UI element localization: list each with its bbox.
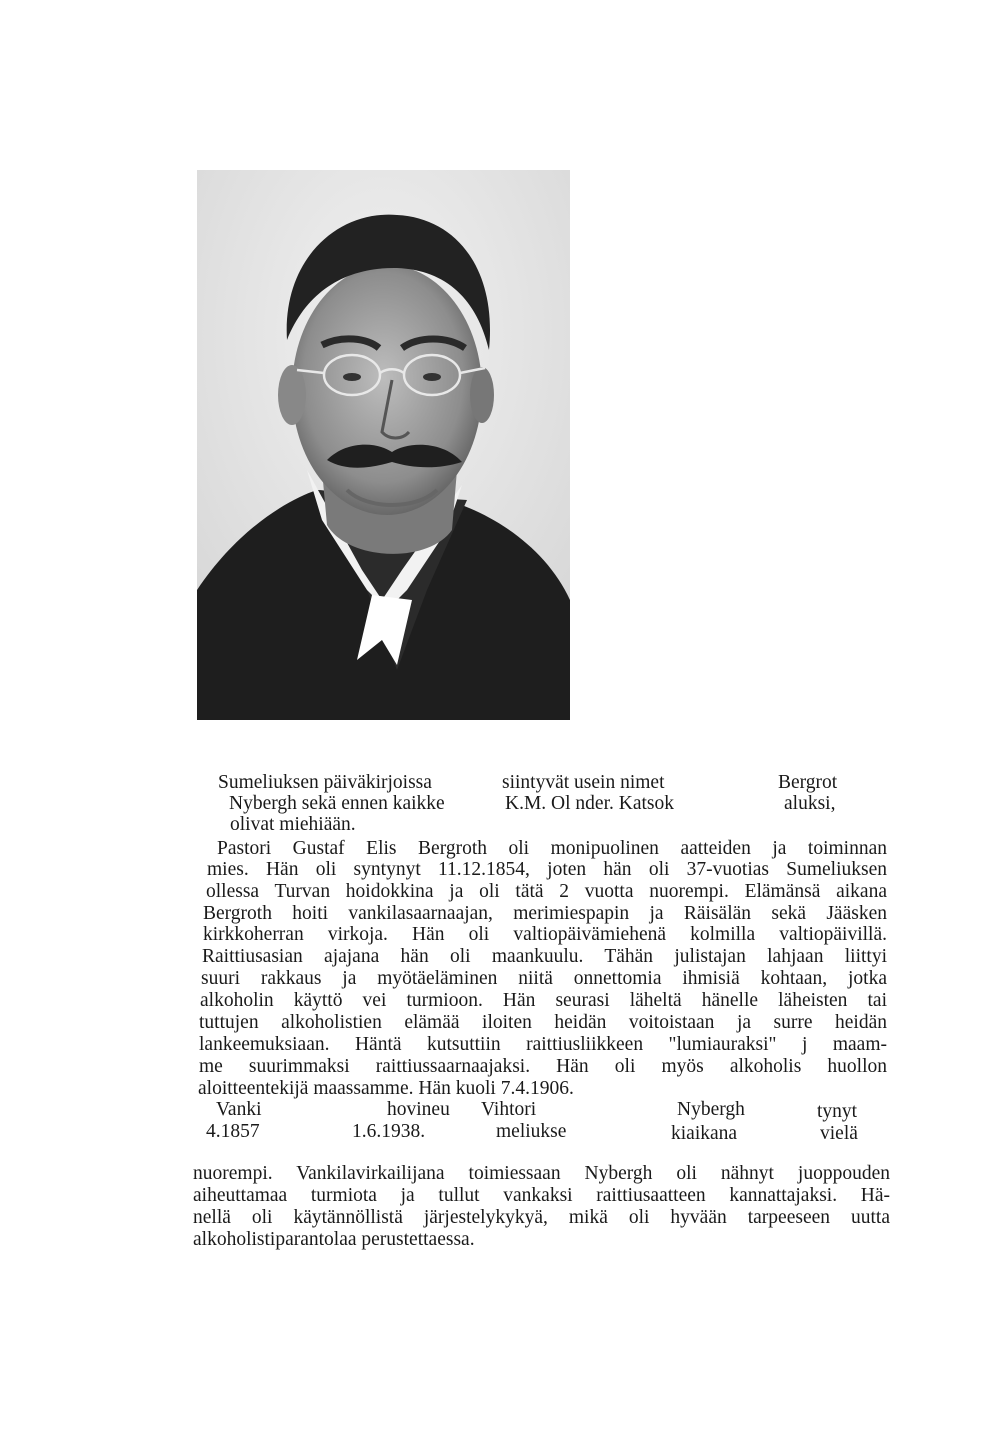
- text-line: alkoholin käyttö vei turmioon. Hän seurasi läheltä hänelle läheisten tai: [200, 990, 887, 1011]
- text-line: Pastori Gustaf Elis Bergroth oli monipuolinen aatteiden ja toiminnan: [217, 838, 887, 859]
- text-fragment: Sumeliuksen päiväkirjoissa: [218, 772, 432, 793]
- text-line: suuri rakkaus ja myötäeläminen niitä onnettomia ihmisiä kohtaan, jotka: [201, 968, 887, 989]
- text-line: nuorempi. Vankilavirkailijana toimiessaan Nybergh oli nähnyt juoppouden: [193, 1163, 890, 1184]
- text-fragment: Nybergh: [677, 1099, 745, 1120]
- text-fragment: olivat miehiään.: [230, 814, 356, 835]
- text-fragment: meliukse: [496, 1121, 567, 1142]
- text-line: alkoholistiparantolaa perustettaessa.: [193, 1229, 475, 1250]
- portrait-photo: [197, 170, 570, 720]
- text-line: ollessa Turvan hoidokkina ja oli tätä 2 vuotta nuorempi. Elämänsä aikana: [206, 881, 887, 902]
- text-fragment: K.M. Ol nder. Katsok: [505, 793, 674, 814]
- text-fragment: 1.6.1938.: [352, 1121, 426, 1142]
- text-line: aiheuttamaa turmiota ja tullut vankaksi raittiusaatteen kannattajaksi. Hä-: [193, 1185, 890, 1206]
- text-fragment: kiaikana: [671, 1123, 738, 1144]
- text-fragment: hovineu: [387, 1099, 450, 1120]
- text-fragment: Vihtori: [481, 1099, 537, 1120]
- text-line: aloitteentekijä maassamme. Hän kuoli 7.4.1906.: [198, 1078, 574, 1099]
- text-fragment: tynyt: [817, 1101, 858, 1122]
- text-line: Raittiusasian ajajana hän oli maankuulu. Tähän julistajan lahjaan liittyi: [202, 946, 887, 967]
- text-line: kirkkoherran virkoja. Hän oli valtiopäivämiehenä kolmilla valtiopäivillä.: [203, 924, 887, 945]
- text-fragment: vielä: [820, 1123, 858, 1144]
- text-line: mies. Hän oli syntynyt 11.12.1854, joten hän oli 37-vuotias Sumeliuksen: [207, 859, 887, 880]
- text-line: tuttujen alkoholistien elämää iloiten heidän voitoistaan ja surre heidän: [199, 1012, 887, 1033]
- text-fragment: Vanki: [216, 1099, 262, 1120]
- text-fragment: 4.1857: [206, 1121, 260, 1142]
- text-line: me suurimmaksi raittiussaarnaajaksi. Hän oli myös alkoholis huollon: [199, 1056, 887, 1077]
- text-line: lankeemuksiaan. Häntä kutsuttiin raittiusliikkeen "lumiauraksi" j maam-: [199, 1034, 887, 1055]
- text-fragment: aluksi,: [784, 793, 836, 814]
- text-fragment: siintyvät usein nimet: [502, 772, 665, 793]
- text-fragment: Bergrot: [778, 772, 838, 793]
- text-fragment: Nybergh sekä ennen kaikke: [229, 793, 445, 814]
- text-line: nellä oli käytännöllistä järjestelykykyä, mikä oli hyvään tarpeeseen uutta: [193, 1207, 890, 1228]
- text-line: Bergroth hoiti vankilasaarnaajan, merimiespapin ja Räisälän sekä Jääsken: [203, 903, 887, 924]
